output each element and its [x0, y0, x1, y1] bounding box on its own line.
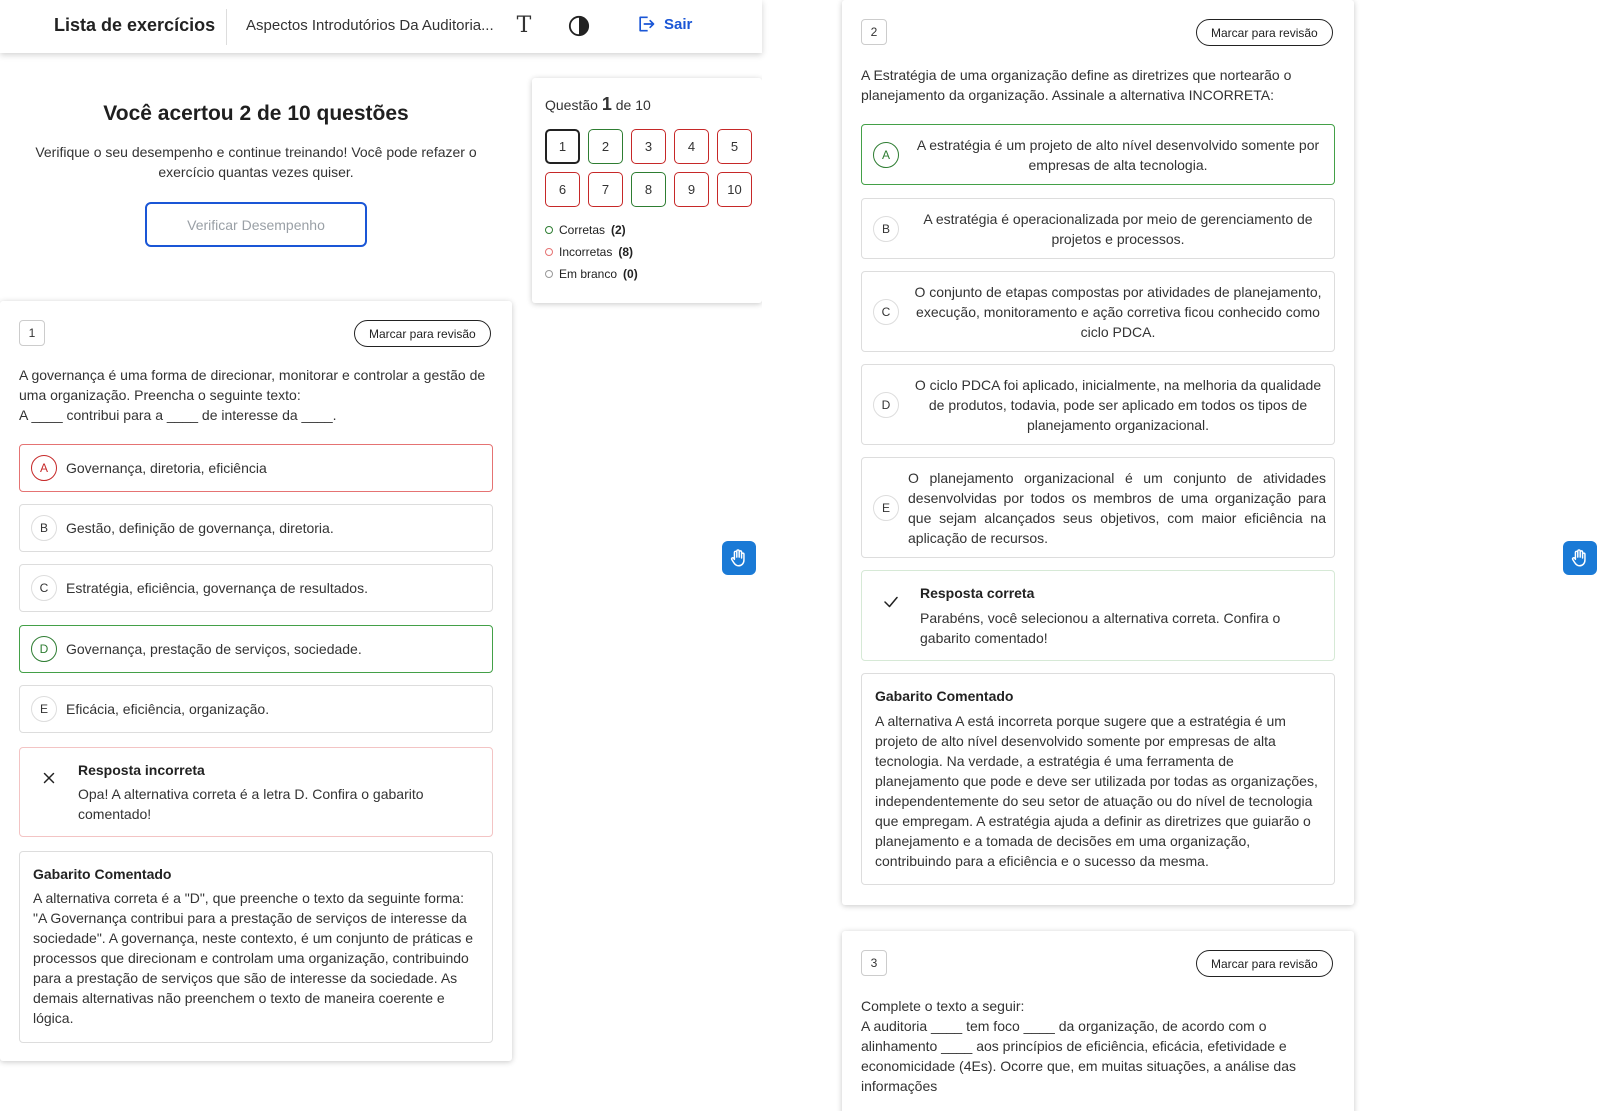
- answer-key-title: Gabarito Comentado: [875, 688, 1014, 704]
- option-e[interactable]: [861, 457, 1335, 558]
- result-title: Você acertou 2 de 10 questões: [103, 102, 409, 125]
- legend-count: (8): [618, 245, 634, 259]
- sign-language-button[interactable]: [1563, 541, 1597, 575]
- verify-performance-button[interactable]: Verificar Desempenho: [145, 202, 367, 247]
- divider: [226, 9, 227, 45]
- legend-count: (0): [623, 267, 638, 281]
- option-letter: A: [873, 142, 899, 168]
- option-text: O conjunto de etapas compostas por atividades de planejamento, execução, monitoramento e ação corretiva ficou conhecido como ciclo PDCA.: [914, 284, 1322, 340]
- navigator-heading: [545, 94, 651, 115]
- option-letter: B: [31, 515, 57, 541]
- option-text: O planejamento organizacional é um conjunto de atividades desenvolvidas por todos os membros de uma organização para que sejam alcançados seus objetivos, com maior eficiência na aplicação de recursos.: [908, 470, 1326, 546]
- legend-blank: [545, 263, 638, 285]
- option-text: Estratégia, eficiência, governança de resultados.: [66, 580, 368, 596]
- option-letter: C: [31, 575, 57, 601]
- question-number: 3: [861, 950, 887, 976]
- question-card-1: [0, 301, 512, 1061]
- nav-question-3[interactable]: 3: [631, 129, 666, 164]
- option-text: Eficácia, eficiência, organização.: [66, 701, 270, 717]
- option-c[interactable]: [861, 271, 1335, 352]
- navigator-grid: [545, 129, 752, 207]
- legend-label: Corretas: [559, 223, 606, 237]
- legend-incorrect: [545, 241, 638, 263]
- option-letter: D: [31, 636, 57, 662]
- question-text: A Estratégia de uma organização define as diretrizes que nortearão o planejamento da organização. Assinale a alternativa INCORRETA:: [861, 67, 1292, 103]
- option-a[interactable]: [861, 124, 1335, 185]
- navigator-prefix: Questão: [545, 97, 598, 113]
- option-text: Governança, prestação de serviços, sociedade.: [66, 641, 362, 657]
- question-card-3: [842, 931, 1354, 1111]
- option-d[interactable]: [861, 364, 1335, 445]
- navigator-legend: [545, 219, 638, 285]
- legend-count: (2): [611, 223, 626, 237]
- nav-question-8[interactable]: 8: [631, 172, 666, 207]
- nav-question-5[interactable]: 5: [717, 129, 752, 164]
- feedback-incorrect: [19, 747, 493, 837]
- check-icon: [882, 593, 900, 611]
- option-e[interactable]: [19, 685, 493, 733]
- answer-key: [861, 673, 1335, 885]
- feedback-title: Resposta incorreta: [78, 762, 205, 778]
- mark-review-button[interactable]: Marcar para revisão: [1196, 19, 1333, 46]
- question-number: 1: [19, 320, 45, 346]
- text-size-icon[interactable]: T: [516, 13, 532, 38]
- option-text: Governança, diretoria, eficiência: [66, 460, 267, 476]
- legend-label: Incorretas: [559, 245, 613, 259]
- navigator-suffix: de 10: [615, 97, 651, 113]
- option-letter: B: [873, 216, 899, 242]
- nav-question-6[interactable]: 6: [545, 172, 580, 207]
- navigator-current: 1: [601, 94, 612, 114]
- legend-dot-icon: [545, 226, 553, 234]
- nav-question-7[interactable]: 7: [588, 172, 623, 207]
- legend-label: Em branco: [559, 267, 618, 281]
- option-text: Gestão, definição de governança, diretoria.: [66, 520, 334, 536]
- contrast-icon[interactable]: [568, 15, 590, 37]
- legend-dot-icon: [545, 248, 553, 256]
- question-text-blanks: A auditoria ____ tem foco ____ da organização, de acordo com o alinhamento ____ aos princípios de eficiência, eficácia, efetividade e economicidade (4Es). Ocorre que, em muitas situações, a análise das informações: [861, 1018, 1296, 1094]
- answer-key-text: A alternativa correta é a "D", que preenche o texto da seguinte forma: "A Governança contribui para a prestação de serviços de interesse da sociedade". A governança, neste contexto, é um conjunto de práticas e processos que direcionam e controlam uma organização, contribuindo para a prestação de serviços que são de interesse da sociedade. As demais alternativas não preenchem o texto de maneira coerente e lógica.: [33, 890, 474, 1026]
- option-letter: E: [873, 495, 899, 521]
- result-summary: [0, 80, 512, 247]
- option-text: A estratégia é um projeto de alto nível desenvolvido somente por empresas de alta tecnologia.: [916, 137, 1320, 173]
- nav-question-4[interactable]: 4: [674, 129, 709, 164]
- option-text: A estratégia é operacionalizada por meio de gerenciamento de projetos e processos.: [923, 211, 1313, 247]
- mark-review-button[interactable]: Marcar para revisão: [1196, 950, 1333, 977]
- question-navigator: [532, 78, 762, 303]
- option-letter: C: [873, 299, 899, 325]
- course-title: Aspectos Introdutórios Da Auditoria...: [246, 17, 494, 34]
- sign-language-button[interactable]: [722, 541, 756, 575]
- question-text-blanks: A ____ contribui para a ____ de interesse da ____.: [19, 407, 337, 423]
- legend-correct: [545, 219, 638, 241]
- question-text: A governança é uma forma de direcionar, monitorar e controlar a gestão de uma organização. Preencha o seguinte texto:: [19, 367, 486, 403]
- feedback-text: Parabéns, você selecionou a alternativa correta. Confira o gabarito comentado!: [920, 610, 1281, 646]
- answer-key-text: A alternativa A está incorreta porque sugere que a estratégia é um projeto de alto nível desenvolvido somente por empresas de alta tecnologia. Na verdade, a estratégia é uma ferramenta de planejamento que pode e deve ser utilizada por todas as organizações, independentemente do seu setor de atuação ou do nível de tecnologia que empregam. A estratégia ajuda a definir as diretrizes que guiarão o planejamento e a tomada de decisões em uma organização, contribuindo para a eficiência e o sucesso da mesma.: [875, 713, 1318, 869]
- question-number: 2: [861, 19, 887, 45]
- option-b[interactable]: [19, 504, 493, 552]
- feedback-text: Opa! A alternativa correta é a letra D. Confira o gabarito comentado!: [78, 786, 424, 822]
- logout-icon: [636, 14, 656, 34]
- mark-review-button[interactable]: Marcar para revisão: [354, 320, 491, 347]
- hand-icon: [1569, 547, 1591, 569]
- result-subtitle: Verifique o seu desempenho e continue treinando! Você pode refazer o exercício quantas vezes quiser.: [35, 144, 477, 180]
- right-panel: [762, 0, 1603, 1111]
- option-c[interactable]: [19, 564, 493, 612]
- answer-key: [19, 851, 493, 1043]
- feedback-title: Resposta correta: [920, 585, 1035, 601]
- question-text: Complete o texto a seguir:: [861, 998, 1025, 1014]
- exit-label: Sair: [664, 15, 693, 33]
- option-a[interactable]: [19, 444, 493, 492]
- feedback-correct: [861, 570, 1335, 661]
- top-bar: [0, 0, 762, 53]
- option-letter: A: [31, 455, 57, 481]
- nav-question-9[interactable]: 9: [674, 172, 709, 207]
- answer-key-title: Gabarito Comentado: [33, 866, 172, 882]
- nav-question-2[interactable]: 2: [588, 129, 623, 164]
- nav-question-1[interactable]: 1: [545, 129, 580, 164]
- left-panel: [0, 0, 762, 1111]
- close-icon: [40, 769, 58, 787]
- option-b[interactable]: [861, 198, 1335, 259]
- exit-button[interactable]: [636, 14, 692, 34]
- hand-icon: [728, 547, 750, 569]
- option-letter: E: [31, 696, 57, 722]
- legend-dot-icon: [545, 270, 553, 278]
- option-letter: D: [873, 392, 899, 418]
- app-title: Lista de exercícios: [54, 15, 216, 35]
- option-text: O ciclo PDCA foi aplicado, inicialmente, na melhoria da qualidade de produtos, todavia, pode ser aplicado em todos os tipos de planejamento organizacional.: [914, 377, 1322, 433]
- option-d[interactable]: [19, 625, 493, 673]
- question-card-2: [842, 0, 1354, 905]
- nav-question-10[interactable]: 10: [717, 172, 752, 207]
